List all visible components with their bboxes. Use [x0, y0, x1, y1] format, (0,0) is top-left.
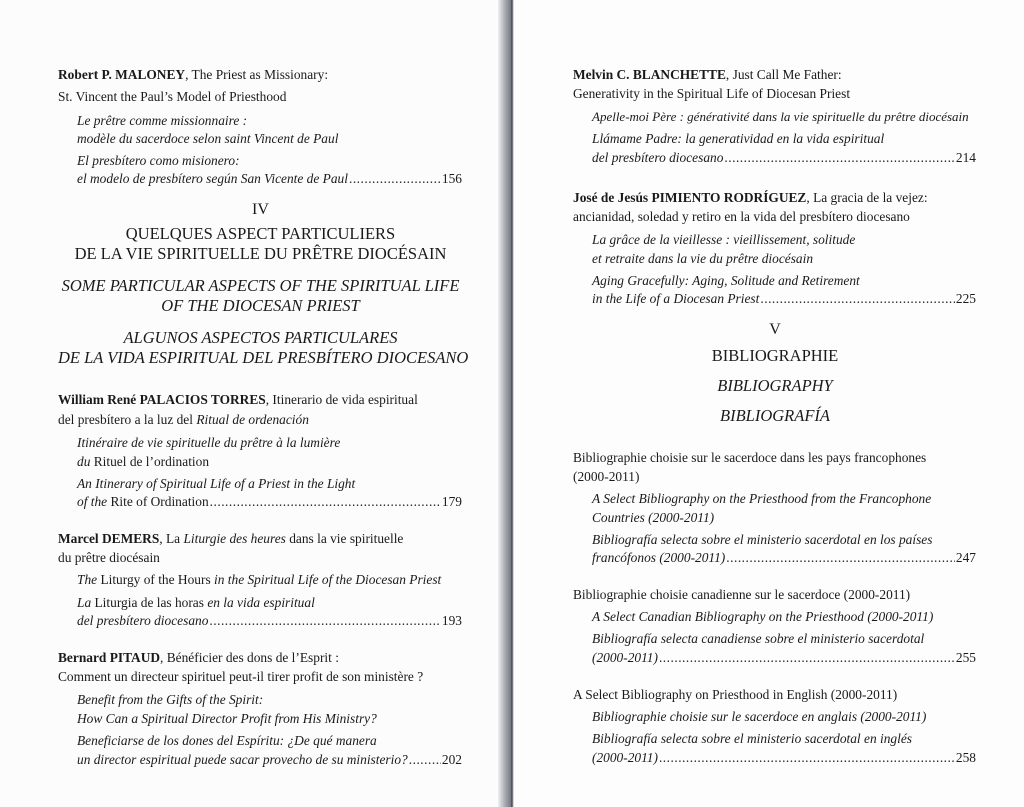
- entry-heading: [58, 531, 403, 547]
- entry-title-cont: [58, 412, 309, 428]
- section-title-fr: BIBLIOGRAPHIE: [711, 346, 839, 365]
- text-run-italic: du: [77, 454, 91, 469]
- translation-es-leader: [77, 752, 462, 768]
- section-title-es: BIBLIOGRAFÍA: [720, 406, 830, 425]
- text-run: , La: [159, 531, 184, 546]
- translation-es: Bibliografía selecta sobre el ministerio sacerdotal en inglés: [592, 731, 912, 746]
- translation-en: Benefit from the Gifts of the Spirit:: [77, 692, 264, 707]
- translation-es-cont: (2000-2011): [592, 650, 658, 665]
- entry-title: , Itinerario de vida espiritual: [265, 392, 418, 407]
- translation-es-leader: [77, 613, 462, 629]
- text-run-italic: in the Spiritual Life of the Diocesan Priest: [214, 572, 442, 587]
- text-run-italic: of the: [77, 494, 108, 509]
- translation-fr: Le prêtre comme missionnaire :: [77, 113, 248, 128]
- page-number: 258: [955, 750, 976, 765]
- entry-heading: [58, 67, 328, 83]
- dot-leader: [726, 550, 955, 566]
- entry-title-cont: Generativity in the Spiritual Life of Diocesan Priest: [573, 86, 851, 101]
- translation-en: An Itinerary of Spiritual Life of a Priest in the Light: [77, 476, 356, 491]
- text-run-italic: La: [77, 595, 92, 610]
- translation-en: [77, 572, 441, 588]
- translation-fr: Apelle-moi Père : générativité dans la vie spirituelle du prêtre diocésain: [592, 109, 969, 124]
- translation-es-leader: [592, 650, 976, 666]
- section-title-es: ALGUNOS ASPECTOS PARTICULARES: [123, 328, 398, 347]
- entry-title-cont: Comment un directeur spirituel peut-il tirer profit de son ministère ?: [58, 669, 424, 684]
- page-number: 247: [955, 550, 976, 565]
- entry-title: Bibliographie choisie sur le sacerdoce dans les pays francophones: [573, 450, 927, 465]
- entry-heading: [573, 190, 928, 206]
- entry-title-cont: St. Vincent the Paul’s Model of Priesthood: [58, 89, 287, 104]
- dot-leader: [760, 291, 955, 307]
- text-run-italic: The: [77, 572, 98, 587]
- dot-leader: [210, 494, 441, 510]
- entry-title-cont: ancianidad, soledad y retiro en la vida del presbítero diocesano: [573, 209, 910, 224]
- page-number: 202: [441, 752, 462, 767]
- text-run: Liturgy of the Hours: [97, 572, 215, 587]
- dot-leader: [409, 752, 441, 768]
- page-number: 225: [955, 291, 976, 306]
- page-number: 193: [441, 613, 462, 628]
- translation-en-cont: Countries (2000-2011): [592, 510, 715, 525]
- author-name: Robert P. MALONEY: [58, 67, 186, 82]
- translation-es-leader: [592, 150, 976, 166]
- section-number: IV: [252, 201, 269, 218]
- translation-es-leader: [77, 171, 462, 187]
- entry-title: A Select Bibliography on Priesthood in English (2000-2011): [573, 687, 898, 702]
- translation-en-cont: [77, 494, 209, 510]
- translation-es: Beneficiarse de los dones del Espíritu: ¿De qué manera: [77, 733, 377, 748]
- section-title-en: BIBLIOGRAPHY: [717, 376, 833, 395]
- text-run-italic: Ritual de ordenación: [196, 412, 309, 427]
- translation-fr: Itinéraire de vie spirituelle du prêtre à la lumière: [77, 435, 341, 450]
- translation-fr: La grâce de la vieillesse : vieillissement, solitude: [592, 232, 856, 247]
- page-number: 156: [441, 171, 462, 186]
- author-name: William René PALACIOS TORRES: [58, 392, 266, 407]
- text-run-italic: Liturgie des heures: [183, 531, 286, 546]
- translation-es-leader: [592, 550, 976, 566]
- translation-fr-cont: [77, 454, 209, 470]
- entry-title: , Bénéficier des dons de l’Esprit :: [160, 650, 339, 665]
- entry-title: , The Priest as Missionary:: [185, 67, 329, 82]
- author-name: Melvin C. BLANCHETTE: [573, 67, 726, 82]
- text-run: Rituel de l’ordination: [90, 454, 210, 469]
- left-page: [0, 0, 500, 807]
- translation-fr-cont: modèle du sacerdoce selon saint Vincent de Paul: [77, 131, 339, 146]
- section-title-fr: QUELQUES ASPECT PARTICULIERS: [125, 224, 396, 243]
- entry-title: , La gracia de la vejez:: [806, 190, 928, 205]
- translation-es: Bibliografía selecta canadiense sobre el ministerio sacerdotal: [592, 631, 925, 646]
- translation-en-leader: [592, 291, 976, 307]
- entry-heading: [58, 650, 339, 666]
- text-run: del presbítero a la luz del: [58, 412, 197, 427]
- entry-heading: [573, 67, 842, 83]
- translation-en: A Select Canadian Bibliography on the Priesthood (2000-2011): [592, 609, 934, 624]
- section-title-es-cont: DE LA VIDA ESPIRITUAL DEL PRESBÍTERO DIOCESANO: [58, 348, 469, 367]
- translation-es-cont: del presbítero diocesano: [592, 150, 724, 165]
- translation-es-cont: un director espiritual puede sacar provecho de su ministerio?: [77, 752, 408, 767]
- translation-es: El presbítero como misionero:: [77, 153, 240, 168]
- entry-title: Bibliographie choisie canadienne sur le sacerdoce (2000-2011): [573, 587, 911, 602]
- text-run: dans la vie spirituelle: [285, 531, 404, 546]
- dot-leader: [349, 171, 441, 187]
- section-number: V: [769, 321, 781, 338]
- translation-es-cont: el modelo de presbítero según San Vicente de Paul: [77, 171, 348, 186]
- text-run-italic: en la vida espiritual: [207, 595, 315, 610]
- translation-en-cont: in the Life of a Diocesan Priest: [592, 291, 760, 306]
- translation-en-cont: How Can a Spiritual Director Profit from His Ministry?: [77, 711, 377, 726]
- translation-fr: Bibliographie choisie sur le sacerdoce en anglais (2000-2011): [592, 709, 927, 724]
- translation-es-leader: [592, 750, 976, 766]
- section-title-en-cont: OF THE DIOCESAN PRIEST: [161, 296, 360, 315]
- dot-leader: [724, 150, 955, 166]
- text-run: Liturgia de las horas: [91, 595, 208, 610]
- section-title-en: SOME PARTICULAR ASPECTS OF THE SPIRITUAL LIFE: [61, 276, 460, 295]
- section-title-fr-cont: DE LA VIE SPIRITUELLE DU PRÊTRE DIOCÉSAIN: [74, 244, 447, 263]
- translation-es-cont: (2000-2011): [592, 750, 658, 765]
- author-name: Bernard PITAUD: [58, 650, 161, 665]
- translation-es: Llámame Padre: la generatividad en la vida espiritual: [592, 131, 885, 146]
- dot-leader: [659, 750, 955, 766]
- author-name: Marcel DEMERS: [58, 531, 160, 546]
- page-number: 214: [955, 150, 976, 165]
- translation-en-leader: [77, 494, 462, 510]
- translation-fr-cont: et retraite dans la vie du prêtre diocésain: [592, 251, 814, 266]
- translation-es-cont: del presbítero diocesano: [77, 613, 209, 628]
- page-number: 179: [441, 494, 462, 509]
- translation-en: A Select Bibliography on the Priesthood from the Francophone: [592, 491, 932, 506]
- page-number: 255: [955, 650, 976, 665]
- author-name: José de Jesús PIMIENTO RODRÍGUEZ: [573, 190, 807, 205]
- translation-en: Aging Gracefully: Aging, Solitude and Retirement: [592, 273, 860, 288]
- entry-title-cont: (2000-2011): [573, 469, 640, 484]
- right-page: [514, 0, 1024, 807]
- dot-leader: [209, 613, 441, 629]
- entry-title-cont: du prêtre diocésain: [58, 550, 160, 565]
- translation-es-cont: francófonos (2000-2011): [592, 550, 726, 565]
- entry-heading: [58, 392, 418, 408]
- translation-es: Bibliografía selecta sobre el ministerio sacerdotal en los países: [592, 532, 933, 547]
- translation-es: [77, 595, 315, 611]
- dot-leader: [659, 650, 955, 666]
- text-run: Rite of Ordination: [107, 494, 209, 509]
- entry-title: , Just Call Me Father:: [725, 67, 842, 82]
